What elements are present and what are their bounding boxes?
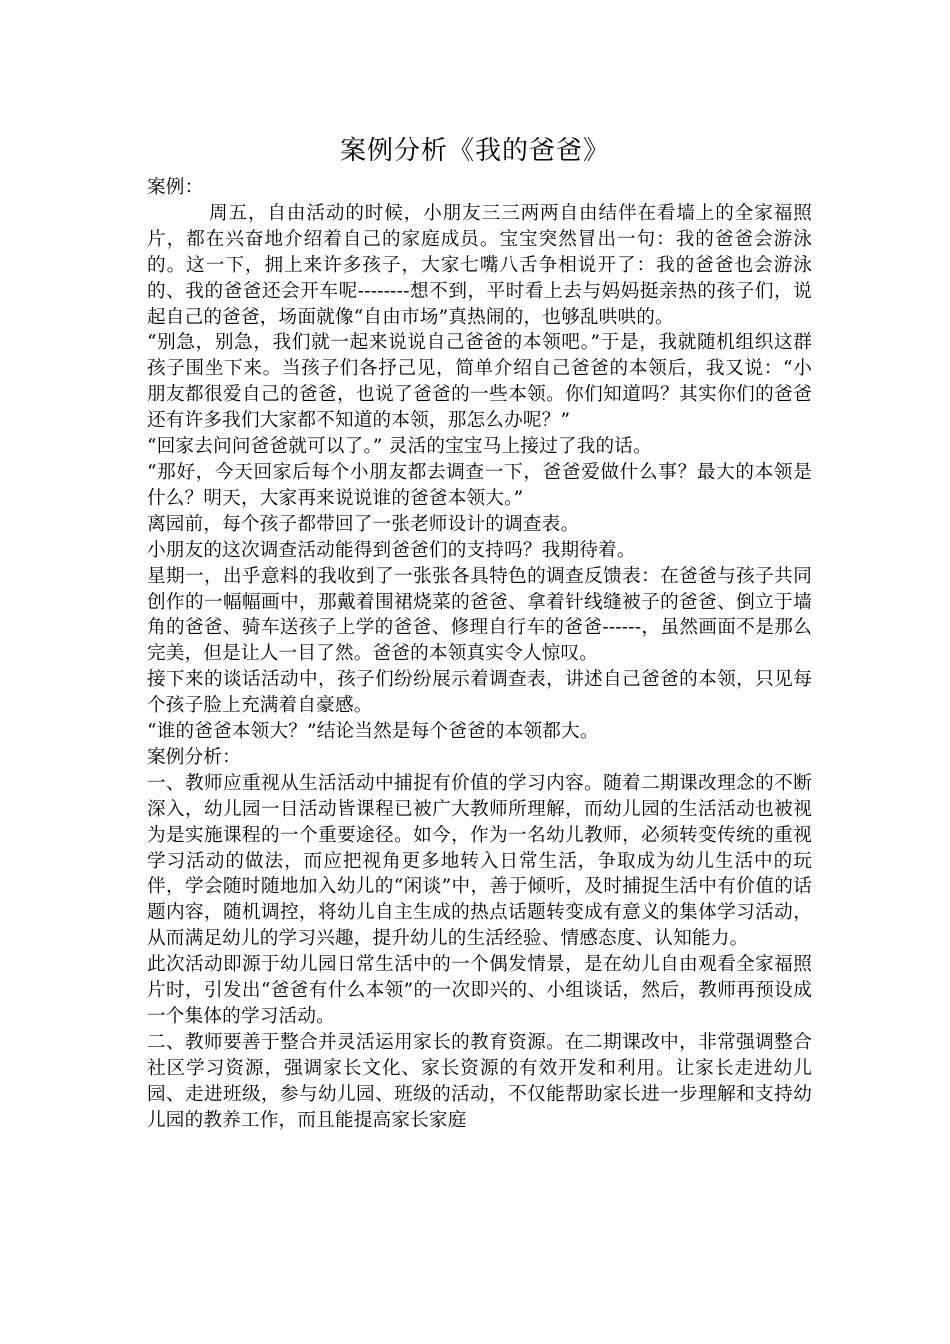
document-body [147, 175, 812, 1134]
body-paragraph: “谁的爸爸本领大？”结论当然是每个爸爸的本领都大。 [147, 721, 599, 743]
document-title: 案例分析《我的爸爸》 [339, 136, 610, 166]
body-paragraph: 案例分析： [147, 746, 241, 768]
body-paragraph: “别急，别急，我们就一起来说说自己爸爸的本领吧。”于是，我就随机组织这群孩子围坐下来。当孩子们各抒己见，简单介绍自己爸爸的本领后，我又说：“小朋友都很爱自己的爸爸，也说了爸爸的一些本领。你们知道吗？其实你们的爸爸还有许多我们大家都不知道的本领，那怎么办呢？” [147, 332, 812, 432]
body-paragraph: 离园前，每个孩子都带回了一张老师设计的调查表。 [147, 513, 580, 535]
body-paragraph: 周五，自由活动的时候，小朋友三三两两自由结伴在看墙上的全家福照片，都在兴奋地介绍着自己的家庭成员。宝宝突然冒出一句：我的爸爸会游泳的。这一下，拥上来许多孩子，大家七嘴八舌争相说开了：我的爸爸也会游泳的、我的爸爸还会开车呢--------想不到，平时看上去与妈妈挺亲热的孩子们，说起自己的爸爸，场面就像“自由市场”真热闹的，也够乱哄哄的。 [147, 202, 812, 328]
body-paragraph: 接下来的谈话活动中，孩子们纷纷展示着调查表，讲述自己爸爸的本领，只见每个孩子脸上充满着自豪感。 [147, 669, 812, 717]
body-paragraph: 小朋友的这次调查活动能得到爸爸们的支持吗？我期待着。 [147, 539, 636, 561]
body-paragraph: 案例： [147, 177, 204, 198]
body-paragraph: 此次活动即源于幼儿园日常生活中的一个偶发情景，是在幼儿自由观看全家福照片时，引发出“爸爸有什么本领”的一次即兴的、小组谈话，然后，教师再预设成一个集体的学习活动。 [147, 954, 812, 1027]
body-paragraph: 一、教师应重视从生活活动中捕捉有价值的学习内容。随着二期课改理念的不断深入，幼儿园一日活动皆课程已被广大教师所理解，而幼儿园的生活活动也被视为是实施课程的一个重要途径。如今，作为一名幼儿教师，必须转变传统的重视学习活动的做法，而应把视角更多地转入日常生活，争取成为幼儿生活中的玩伴，学会随时随地加入幼儿的“闲谈”中，善于倾听，及时捕捉生活中有价值的话题内容，随机调控，将幼儿自主生成的热点话题转变成有意义的集体学习活动，从而满足幼儿的学习兴趣，提升幼儿的生活经验、情感态度、认知能力。 [147, 772, 812, 950]
body-paragraph: “回家去问问爸爸就可以了。” 灵活的宝宝马上接过了我的话。 [147, 436, 652, 458]
body-paragraph: 二、教师要善于整合并灵活运用家长的教育资源。在二期课改中，非常强调整合社区学习资源，强调家长文化、家长资源的有效开发和利用。让家长走进幼儿园、走进班级，参与幼儿园、班级的活动，不仅能帮助家长进一步理解和支持幼儿园的教养工作，而且能提高家长家庭 [147, 1031, 812, 1131]
body-paragraph: “那好，今天回家后每个小朋友都去调查一下，爸爸爱做什么事？最大的本领是什么？明天，大家再来说说谁的爸爸本领大。” [147, 461, 812, 509]
body-paragraph: 星期一，出乎意料的我收到了一张张各具特色的调查反馈表：在爸爸与孩子共同创作的一幅幅画中，那戴着围裙烧菜的爸爸、拿着针线缝被子的爸爸、倒立于墙角的爸爸、骑车送孩子上学的爸爸、修理自行车的爸爸------，虽然画面不是那么完美，但是让人一目了然。爸爸的本领真实令人惊叹。 [147, 565, 812, 665]
